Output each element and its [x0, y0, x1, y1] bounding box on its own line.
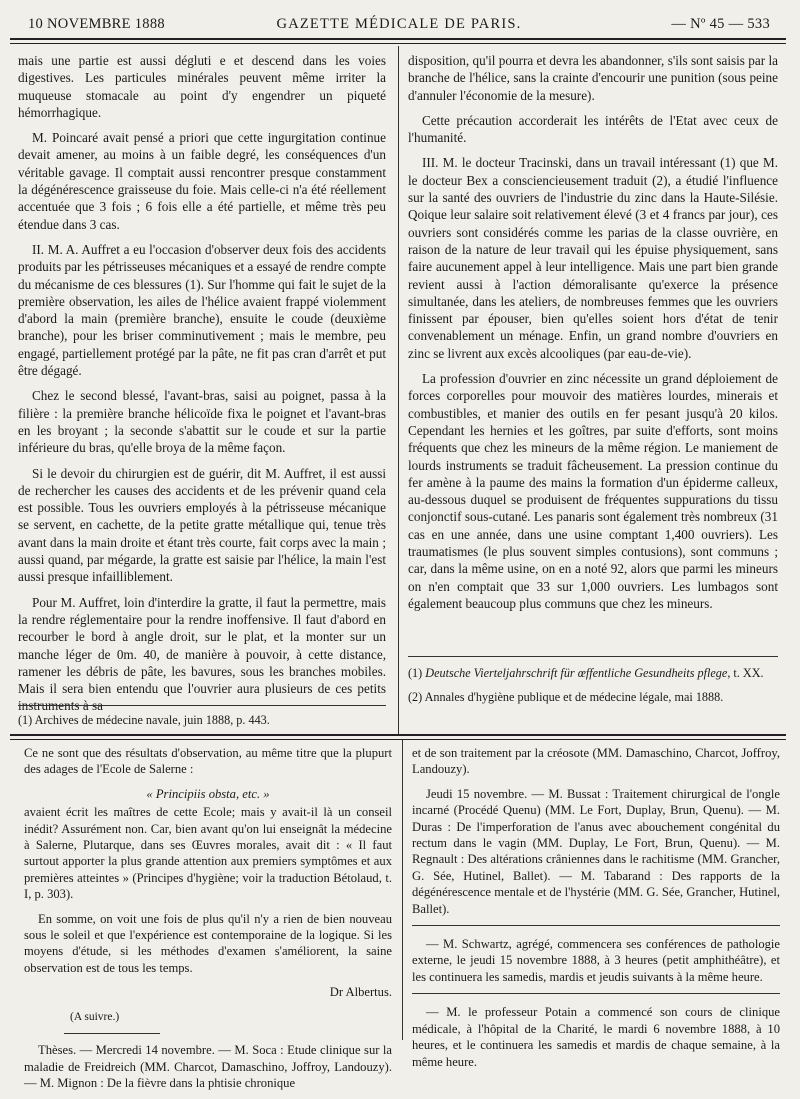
footnote	[408, 665, 778, 681]
paragraph: — M. Schwartz, agrégé, commencera ses conférences de pathologie externe, le jeudi 15 novembre 1888, à 3 heures (petit amphithéâtre), et les continuera les samedis, mardis et jeudis suivants à la même heure.	[412, 937, 780, 984]
footnote-volume: , t. XX.	[727, 666, 764, 680]
top-left-column	[18, 52, 386, 723]
page-header	[28, 12, 770, 34]
paragraph: avaient écrit les maîtres de cette Ecole; mais y avait-il là un conseil inédit? Assurément non. Car, bien avant qu'on lui enseignât la médecine à Salerne, Plutarque, dans ses Œuvres morales, avait dit : « Il faut surtout apporter la plus grande attention aux premiers symptômes et aux premières atteintes » (Principes d'hygiène; voir la traduction Bétolaud, t. I, p. 303).	[24, 805, 392, 902]
paragraph: Thèses. — Mercredi 14 novembre. — M. Soca : Etude clinique sur la maladie de Freidreich (MM. Charcot, Damaschino, Joffroy, Landouzy). — M. Mignon : De la fièvre dans la phtisie chronique	[24, 1043, 392, 1090]
top-left-footnotes	[18, 712, 386, 736]
short-rule	[64, 1033, 160, 1034]
paragraph: Chez le second blessé, l'avant-bras, saisi au poignet, passa à la filière : la première branche hélicoïde fixa le poignet et l'avant-bras en les broyant ; la seconde s'abattit sur le coude et sur la partie inférieure du bras, qu'elle broya de la même façon.	[18, 388, 386, 456]
page-number: — Nº 45 — 533	[671, 16, 770, 32]
footnote-journal: Deutsche Vierteljahrschrift für œffentliche Gesundheits pflege	[425, 666, 728, 680]
item-rule	[412, 925, 780, 926]
latin-quote: « Principiis obsta, etc. »	[146, 786, 270, 801]
header-rule	[10, 38, 786, 44]
paragraph: Pour M. Auffret, loin d'interdire la gratte, il faut la permettre, mais la rendre réglementaire pour la rendre inoffensive. Il faut d'abord en recourber le bord à angle droit, sur le plat, et la monter sur un manche léger de 0m. 40, de manière à pouvoir, à cette distance, ramener les débris de pâte, les bavures, sous les branches mobiles. Mais il sera bien entendu que l'ouvrier aura plusieurs de ces petits	[18, 594, 386, 697]
issue-date: 10 NOVEMBRE 1888	[28, 16, 165, 32]
top-right-column	[408, 52, 778, 620]
paragraph: disposition, qu'il pourra et devra les abandonner, s'ils sont saisis par la branche de l'hélice, sans la crainte d'encourir une punition (sous peine d'annuler l'économie de la mesure).	[408, 53, 778, 103]
paragraph: La profession d'ouvrier en zinc nécessite un grand déploiement de forces corporelles pour mouvoir des matières lourdes, minerais et combustibles, et manier des outils en fer pesant jusqu'à 20 kilos. Cependant les hernies et les goîtres, par suite d'efforts, sont moins fréquents que chez les mineurs de la même région. Le maniement de lourds instruments se traduit fâcheusement. La pression continue du fer amène à la paume des mains la formation d'un épiderme calleux, au-dessous duquel se produisent de fréquentes suppurations du tissu conjonctif sous-cutané. Les panaris sont également très nombreux (31 cas en une année, dans une usine comptant 1,400 ouvriers). Les traumatismes (le plus souvent simples contusions), sont communs ; car, dans la même usine, on en a noté 92, alors que parmi les mineurs on n'en comptait que 33 sur 1,000 ouvriers. Les lumbagos sont également beaucoup plus communs que chez les mineurs.	[408, 371, 778, 611]
paragraph: III. M. le docteur Tracinski, dans un travail intéressant (1) que M. le docteur Bex a consciencieusement traduit (2), a étudié l'influence sur la santé des ouvriers de l'industrie du zinc dans la Haute-Silésie. Qoique leur salaire soit relativement élevé (3 et 4 francs par jour), ces ouvriers sont considérés comme les parias de la classe ouvrière, en raison de la nature de leur travail qui les épuise physiquement, sans faire aucunement appel à leur intelligence. Mais une part bien grande revient aussi à l'action démoralisante qu'exerce la présence simultanée, dans les ateliers, de nombreuses femmes que les ouvriers finissent par épouser, bien qu'elles soient hors d'état de tenir convenablement un ménage. Enfin, un grand nombre d'ouvriers en zinc se livrent aux excès alcooliques (par eau-de-vie).	[408, 155, 778, 361]
footnote-rule	[408, 656, 778, 657]
top-right-footnotes	[408, 665, 778, 713]
paragraph: — M. le professeur Potain a commencé son cours de clinique médicale, à l'hôpital de la Charité, le mardi 6 novembre 1888, à 10 heures, et le continuera les samedis et mardis de chaque semaine, à la même heure.	[412, 1005, 780, 1069]
paragraph: Cette précaution accorderait les intérêts de l'Etat avec ceux de l'humanité.	[408, 112, 778, 146]
paragraph: M. Poincaré avait pensé a priori que cette ingurgitation continue devait amener, au moins à un faible degré, les conséquences d'un véritable gavage. Il comptait aussi rencontrer presque constamment la dégénérescence graisseuse du foie. Mais celle-ci n'a été réellement accentuée que 3 fois ; 6 fois elle a été partielle, et même très peu étendue dans 3 cas.	[18, 130, 386, 232]
bottom-left-column	[24, 745, 392, 1099]
item-rule	[412, 993, 780, 994]
footnote: (1) Archives de médecine navale, juin 1888, p. 443.	[18, 713, 270, 727]
paragraph: Jeudi 15 novembre. — M. Bussat : Traitement chirurgical de l'ongle incarné (Procédé Quenu) (MM. Le Fort, Duplay, Brun, Quenu). — M. Duras : De l'imperforation de l'anus avec abouchement congénital du rectum dans le vagin (MM. Duplay, Le Fort, Brun, Quenu). — M. Regnault : Des altérations crâniennes dans le rachitisme (MM. Grancher, G. Sée, Hutinel, Ballet). — M. Tabarand : Des rapports de la dégénérescence mentale et de l'hystérie (MM. G. Sée, Grancher, Hutinel, Ballet).	[412, 786, 780, 916]
journal-title: GAZETTE MÉDICALE DE PARIS.	[276, 16, 522, 32]
column-divider	[402, 740, 403, 1040]
bottom-right-column	[412, 745, 780, 1078]
paragraph: En somme, on voit une fois de plus qu'il n'y a rien de bien nouveau sous le soleil et que l'expérience est contemporaine de la logique. Si les moyens d'étude, si les méthodes d'examen s'améliorent, la saine observation est de tous les temps.	[24, 911, 392, 975]
footnote-marker: (1)	[408, 666, 426, 680]
paragraph: mais une partie est aussi dégluti e et descend dans les voies digestives. Les particules minérales peuvent même irriter la muqueuse stomacale au point d'y engendrer un piqueté hémorrhagique.	[18, 53, 386, 120]
paragraph: Ce ne sont que des résultats d'observation, au même titre que la plupurt des adages de l'Ecole de Salerne :	[24, 746, 392, 777]
column-divider	[398, 46, 399, 734]
author-signature: Dr Albertus.	[329, 985, 392, 1000]
footnote-rule	[18, 705, 386, 706]
paragraph: et de son traitement par la créosote (MM. Damaschino, Charcot, Joffroy, Landouzy).	[412, 746, 780, 777]
continued-note: (A suivre.)	[70, 1010, 120, 1023]
footnote: (2) Annales d'hygiène publique et de médecine légale, mai 1888.	[408, 690, 724, 704]
paragraph: II. M. A. Auffret a eu l'occasion d'observer deux fois des accidents produits par les pétrisseuses mécaniques et a essayé de rendre compte du mécanisme de ces blessures (1). Sur l'homme qui fait le sujet de la première observation, les ailes de l'hélice avaient frappé violemment d'abord la main (première branche), ensuite le coude (deuxième branche), pour les briser comminutivement ; mais le membre, peu engagé, partiellement protégé par la pâte, ne fit pas cran d'arrêt et put être dégagé.	[18, 241, 386, 379]
paragraph: Si le devoir du chirurgien est de guérir, dit M. Auffret, il est aussi de rechercher les causes des accidents et de les prévenir quand cela est possible. Tous les ouvriers employés à la pétrisseuse mécanique se servent, en cachette, de la petite gratte métallique qui, tenue très avant dans la main droite et étant très courte, fait corps avec la main ; aussi quand, par mégarde, la gratte est saisie par l'hélice, la main l'est aussi presque infailliblement.	[18, 465, 386, 585]
section-rule	[10, 734, 786, 740]
